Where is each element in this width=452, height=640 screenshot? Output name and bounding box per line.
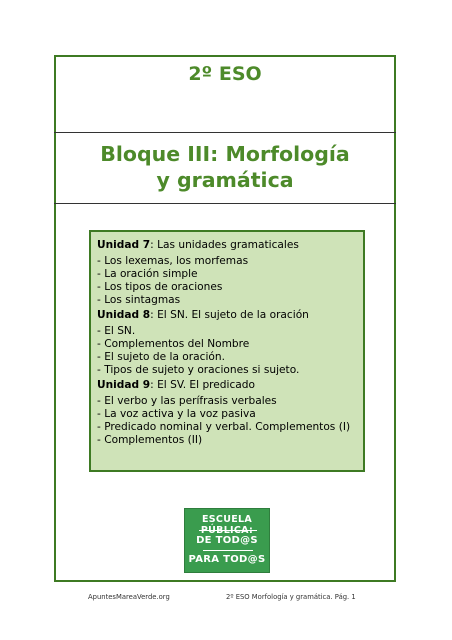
unit-item: - Los lexemas, los morfemas	[97, 255, 249, 267]
unit-item: - Predicado nominal y verbal. Complementos (I)	[97, 421, 351, 433]
unit-label: Unidad 9	[97, 379, 151, 391]
logo-line-2: DE TOD@S	[196, 535, 258, 546]
document-title	[54, 141, 396, 193]
unit-item: - Los sintagmas	[97, 294, 181, 306]
title-line-1: Bloque III: Morfología	[100, 142, 350, 166]
grade-heading: 2º ESO	[188, 63, 262, 85]
unit-item: - El verbo y las perífrasis verbales	[97, 395, 277, 407]
unit-item: - Los tipos de oraciones	[97, 281, 223, 293]
title-box	[54, 132, 396, 204]
unit-item: - La voz activa y la voz pasiva	[97, 408, 256, 420]
logo-line-3: PARA TOD@S	[188, 554, 266, 565]
unit-name: : El SV. El predicado	[150, 379, 255, 391]
page-frame	[54, 55, 396, 582]
logo-divider	[203, 550, 253, 551]
unit-heading	[97, 309, 357, 322]
unit-label: Unidad 7	[97, 239, 151, 251]
unit-item: - Complementos (II)	[97, 434, 203, 446]
units-box	[89, 230, 365, 472]
unit-name: : El SN. El sujeto de la oración	[150, 309, 309, 321]
unit-heading	[97, 239, 357, 252]
unit-item: - Complementos del Nombre	[97, 338, 250, 350]
unit-item: - Tipos de sujeto y oraciones si sujeto.	[97, 364, 300, 376]
logo-line-1: ESCUELA	[201, 514, 252, 525]
unit-label: Unidad 8	[97, 309, 151, 321]
unit-item: - La oración simple	[97, 268, 198, 280]
escuela-publica-logo	[184, 508, 270, 573]
unit-heading	[97, 379, 357, 392]
footer-website: ApuntesMareaVerde.org	[88, 593, 170, 601]
unit-item: - El SN.	[97, 325, 136, 337]
logo-divider	[199, 530, 257, 531]
unit-item: - El sujeto de la oración.	[97, 351, 225, 363]
title-line-2: y gramática	[156, 168, 294, 192]
unit-name: : Las unidades gramaticales	[150, 239, 299, 251]
footer-page-info: 2º ESO Morfología y gramática. Pág. 1	[226, 593, 356, 601]
